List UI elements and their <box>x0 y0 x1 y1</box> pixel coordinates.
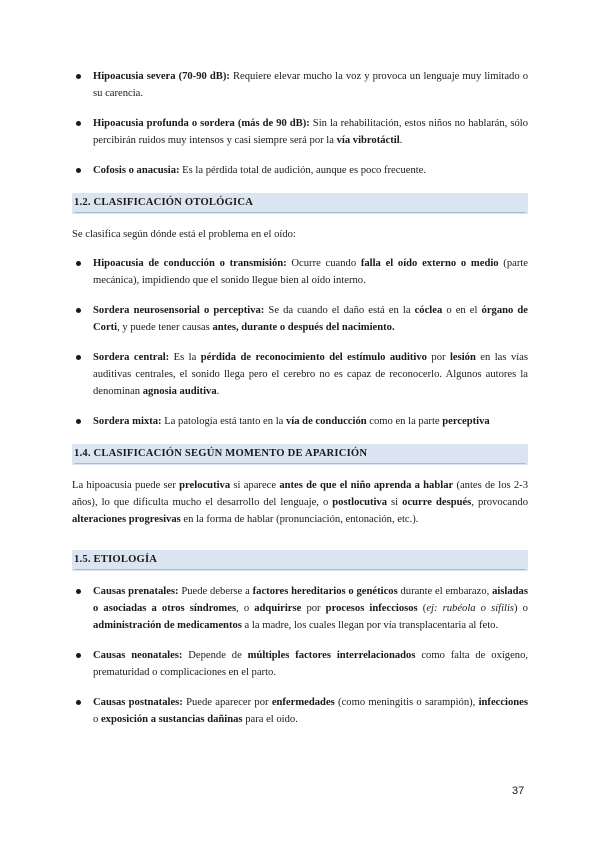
section-heading-etiologia <box>72 550 528 571</box>
italic-text: ej: rubéola o sífilis <box>426 603 515 614</box>
list-item-text <box>93 71 528 99</box>
bold-text: adquirirse <box>254 603 302 614</box>
bold-text: Hipoacusia de conducción o transmisión: <box>93 258 287 269</box>
bullet-icon <box>76 121 81 126</box>
section-heading-aparicion <box>72 444 528 465</box>
bullet-icon <box>76 419 81 424</box>
list-item <box>72 302 528 336</box>
body-text: en las vías auditivas centrales, el sonido llega pero el cerebro no es capaz de reconocerlo. Algunos autores la denominan <box>93 352 529 397</box>
list-item <box>72 349 528 400</box>
severity-list <box>72 68 528 179</box>
bold-text: enfermedades <box>271 697 335 708</box>
body-text: o en el <box>442 305 482 316</box>
bold-text: Sordera central: <box>93 352 170 363</box>
body-text: Es la <box>169 352 201 363</box>
bold-text: Sordera mixta: <box>93 416 162 427</box>
list-item-text <box>93 697 528 725</box>
bold-text: Causas neonatales: <box>93 650 183 661</box>
body-text: , o <box>236 603 255 614</box>
bold-text: perceptiva <box>442 416 490 427</box>
body-text: La patología está tanto en la <box>161 416 286 427</box>
body-text: si <box>387 497 403 508</box>
body-text: Requiere elevar mucho la voz y provoca un lenguaje muy limitado o su carencia. <box>93 71 528 99</box>
list-item-text <box>93 650 528 678</box>
bold-text: antes de que el niño aprenda a hablar <box>279 480 454 491</box>
page-number: 37 <box>512 785 525 797</box>
bold-text: Hipoacusia severa (70-90 dB): <box>93 71 230 82</box>
body-text: como en la parte <box>366 416 443 427</box>
bold-text: infecciones <box>478 697 529 708</box>
body-text: para el oído. <box>242 714 298 725</box>
bullet-icon <box>76 74 81 79</box>
bullet-icon <box>76 261 81 266</box>
bold-text: Cofosis o anacusia: <box>93 165 180 176</box>
heading-underline <box>74 212 526 213</box>
list-item <box>72 255 528 289</box>
bullet-icon <box>76 355 81 360</box>
bullet-icon <box>76 653 81 658</box>
section-intro: Se clasifica según dónde está el problema en el oído: <box>72 229 296 240</box>
bullet-icon <box>76 700 81 705</box>
page-content <box>72 68 528 741</box>
list-item-text <box>93 118 528 146</box>
body-text: si aparece <box>230 480 280 491</box>
body-text: Ocurre cuando <box>286 258 361 269</box>
list-item-text <box>93 416 490 427</box>
bold-text: Hipoacusia profunda o sordera (más de 90 dB): <box>93 118 310 129</box>
bold-text: Causas prenatales: <box>93 586 179 597</box>
body-text: (parte mecánica), impidiendo que el sonido llegue bien al oído interno. <box>93 258 528 286</box>
bold-text: vía vibrotáctil <box>336 135 400 146</box>
bold-text: Sordera neurosensorial o perceptiva: <box>93 305 265 316</box>
list-item <box>72 115 528 149</box>
body-text: por <box>426 352 450 363</box>
bold-text: alteraciones progresivas <box>72 514 181 525</box>
list-item-text <box>93 258 528 286</box>
bullet-icon <box>76 308 81 313</box>
body-text: Puede aparecer por <box>182 697 272 708</box>
bold-text: Causas postnatales: <box>93 697 183 708</box>
body-text: , provocando <box>471 497 528 508</box>
bold-text: exposición a sustancias dañinas <box>100 714 243 725</box>
bold-text: vía de conducción <box>286 416 367 427</box>
body-text: Es la pérdida total de audición, aunque es poco frecuente. <box>179 165 427 176</box>
list-item <box>72 647 528 681</box>
otologic-list <box>72 255 528 430</box>
bold-text: prelocutiva <box>179 480 231 491</box>
list-item-text <box>93 586 528 631</box>
bold-text: procesos infecciosos <box>325 603 418 614</box>
body-text: , y puede tener causas <box>117 322 213 333</box>
body-text: . <box>216 386 220 397</box>
bullet-icon <box>76 168 81 173</box>
section-heading-text: 1.4. CLASIFICACIÓN SEGÚN MOMENTO DE APARICIÓN <box>74 448 368 459</box>
body-text: Depende de <box>182 650 248 661</box>
list-item <box>72 162 528 179</box>
bold-text: antes, durante o después del nacimiento. <box>212 322 395 333</box>
list-item <box>72 583 528 634</box>
bold-text: agnosia auditiva <box>142 386 217 397</box>
body-text: ) o <box>514 603 528 614</box>
body-text: durante el embarazo, <box>397 586 493 597</box>
bold-text: cóclea <box>414 305 443 316</box>
etiology-list <box>72 583 528 728</box>
body-text: (antes de los 2-3 años), lo que dificulta mucho el desarrollo del lenguaje, o <box>72 480 528 508</box>
list-item-text <box>93 165 426 176</box>
list-item <box>72 413 528 430</box>
list-item-text <box>93 305 528 333</box>
body-text: a la madre, los cuales llegan por vía transplacentaria al feto. <box>241 620 499 631</box>
heading-underline <box>74 569 526 570</box>
bold-text: ocurre después <box>402 497 472 508</box>
body-text: en la forma de hablar (pronunciación, entonación, etc.). <box>180 514 419 525</box>
list-item <box>72 68 528 102</box>
bold-text: órgano de Corti <box>93 305 528 333</box>
body-text: (como meningitis o sarampión), <box>334 697 479 708</box>
section-heading-otologica <box>72 193 528 214</box>
body-text: . <box>399 135 403 146</box>
body-text: o <box>93 714 101 725</box>
body-text: Puede deberse a <box>178 586 253 597</box>
bold-text: postlocutiva <box>332 497 388 508</box>
heading-underline <box>74 463 526 464</box>
bold-text: múltiples factores interrelacionados <box>247 650 416 661</box>
bullet-icon <box>76 589 81 594</box>
bold-text: factores hereditarios o genéticos <box>252 586 398 597</box>
bold-text: administración de medicamentos <box>93 620 242 631</box>
body-text: ( <box>417 603 427 614</box>
bold-text: falla el oído externo o medio <box>360 258 499 269</box>
body-text: Se da cuando el daño está en la <box>264 305 415 316</box>
section-paragraph <box>72 477 528 528</box>
bold-text: pérdida de reconocimiento del estímulo auditivo <box>200 352 427 363</box>
body-text: La hipoacusia puede ser <box>72 480 180 491</box>
section-heading-text: 1.5. ETIOLOGÍA <box>74 554 158 565</box>
body-text: Sin la rehabilitación, estos niños no hablarán, sólo percibirán ruidos muy intensos y casi siempre será por la <box>93 118 528 146</box>
section-heading-text: 1.2. CLASIFICACIÓN OTOLÓGICA <box>74 197 254 208</box>
bold-text: aisladas o asociadas a otros síndromes <box>93 586 528 614</box>
list-item-text <box>93 352 528 397</box>
list-item <box>72 694 528 728</box>
body-text: por <box>301 603 326 614</box>
bold-text: lesión <box>449 352 476 363</box>
body-text: como falta de oxígeno, prematuridad o complicaciones en el parto. <box>93 650 529 678</box>
